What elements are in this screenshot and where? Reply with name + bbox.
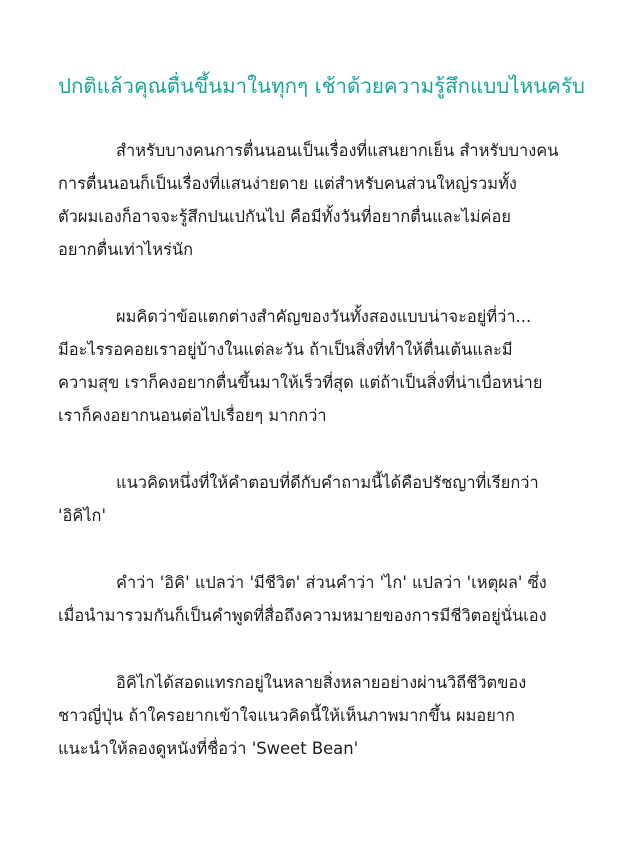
paragraph-line: 'อิคิไก' — [58, 506, 106, 525]
paragraph-3 — [58, 466, 586, 532]
article-title: ปกติแล้วคุณตื่นขึ้นมาในทุกๆ เช้าด้วยความรู้สึกแบบไหนครับ — [58, 74, 585, 98]
paragraph-line: อิคิไกได้สอดแทรกอยู่ในหลายสิ่งหลายอย่างผ่านวิถีชีวิตของ — [116, 673, 527, 692]
paragraph-line: แนวคิดหนึ่งที่ให้คำตอบที่ดีกับคำถามนี้ได้คือปรัชญาที่เรียกว่า — [116, 473, 539, 492]
paragraph-line: อยากตื่นเท่าไหร่นัก — [58, 240, 194, 259]
paragraph-line: ผมคิดว่าข้อแตกต่างสำคัญของวันทั้งสองแบบน่าจะอยู่ที่ว่า... — [116, 307, 532, 326]
paragraph-line: มีอะไรรอคอยเราอยู่บ้างในแต่ละวัน ถ้าเป็นสิ่งที่ทำให้ตื่นเต้นและมี — [58, 340, 513, 359]
paragraph-line: ความสุข เราก็คงอยากตื่นขึ้นมาให้เร็วที่สุด แต่ถ้าเป็นสิ่งที่น่าเบื่อหน่าย — [58, 373, 543, 392]
paragraph-line: แนะนำให้ลองดูหนังที่ชื่อว่า 'Sweet Bean' — [58, 739, 359, 758]
paragraph-2 — [58, 300, 586, 432]
paragraph-line: การตื่นนอนก็เป็นเรื่องที่แสนง่ายดาย แต่สำหรับคนส่วนใหญ่รวมทั้ง — [58, 174, 517, 193]
paragraph-line: คำว่า 'อิคิ' แปลว่า 'มีชีวิต' ส่วนคำว่า 'ไก' แปลว่า 'เหตุผล' ซึ่ง — [116, 573, 547, 592]
paragraph-line: ตัวผมเองก็อาจจะรู้สึกปนเปกันไป คือมีทั้งวันที่อยากตื่นและไม่ค่อย — [58, 207, 511, 226]
paragraph-line: ชาวญี่ปุ่น ถ้าใครอยากเข้าใจแนวคิดนี้ให้เห็นภาพมากขึ้น ผมอยาก — [58, 706, 515, 725]
paragraph-5 — [58, 666, 586, 765]
paragraph-4 — [58, 566, 586, 632]
paragraph-line: เราก็คงอยากนอนต่อไปเรื่อยๆ มากกว่า — [58, 406, 327, 425]
paragraph-line: เมื่อนำมารวมกันก็เป็นคำพูดที่สื่อถึงความหมายของการมีชีวิตอยู่นั่นเอง — [58, 606, 547, 625]
paragraph-1 — [58, 134, 586, 266]
paragraph-line: สำหรับบางคนการตื่นนอนเป็นเรื่องที่แสนยากเย็น สำหรับบางคน — [116, 141, 559, 160]
